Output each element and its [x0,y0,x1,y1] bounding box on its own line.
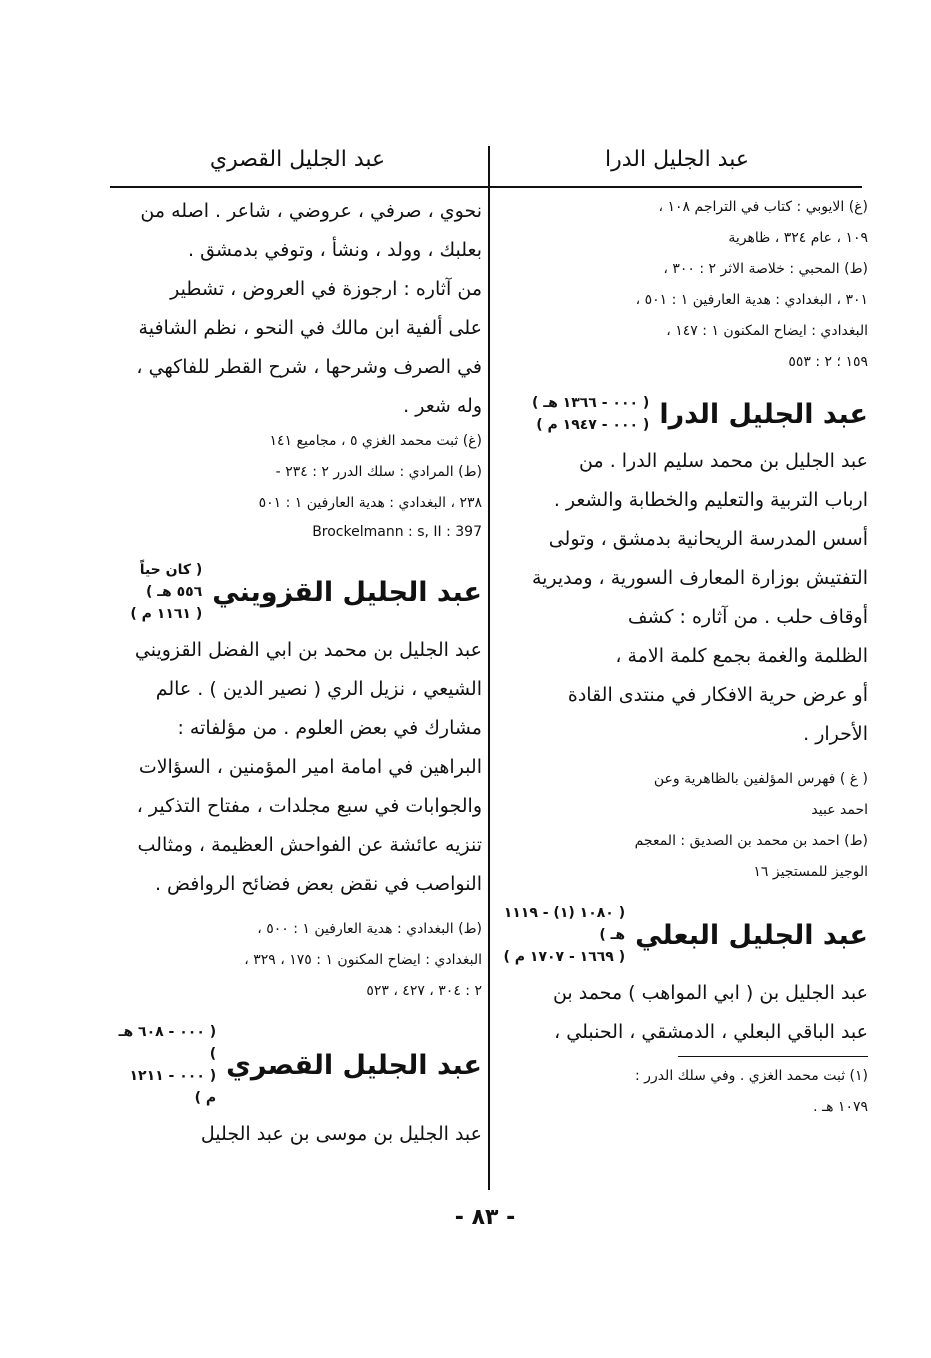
source-line: الوجيز للمستجيز ١٦ [753,864,868,880]
latin-reference: Brockelmann : s, II : 397 [312,524,482,540]
date-hijri: ( ٠٠٠ - ٦٠٨ هـ ) [118,1024,217,1062]
body-line: مشارك في بعض العلوم . من مؤلفاته : [177,717,482,739]
body-line: أوقاف حلب . من آثاره : كشف [627,606,868,628]
entry-name: عبد الجليل الدرا [659,398,868,430]
left-column [116,192,482,1154]
entry-dates [532,392,649,436]
source-line: ٣٠١ ، البغدادي : هدية العارفين ١ : ٥٠١ ، [635,292,868,308]
entry-dates [116,1021,216,1109]
body-line: عبد الجليل بن موسى بن عبد الجليل [200,1123,482,1145]
source-line: (غ) الايوبي : كتاب في التراجم ١٠٨ ، [658,199,868,215]
source-line: (ط) احمد بن محمد بن الصديق : المعجم [634,833,868,849]
date-gregorian: ( ١٦٦٩ - ١٧٠٧ م ) [503,949,626,965]
running-header-left: عبد الجليل القصري [209,147,386,172]
source-line: البغدادي : ايضاح المكنون ١ : ١٧٥ ، ٣٢٩ ، [244,952,482,968]
entry-dates [116,559,202,625]
body-line: من آثاره : ارجوزة في العروض ، تشطير [170,278,482,300]
header-rule [110,186,862,188]
body-line: الظلمة والغمة بجمع كلمة الامة ، [615,645,868,667]
footnote-line: ١٠٧٩ هـ . [813,1099,868,1115]
entry-name: عبد الجليل القصري [226,1049,482,1081]
body-line: ارباب التربية والتعليم والخطابة والشعر . [553,489,868,511]
source-line: ١٥٩ ؛ ٢ : ٥٥٣ [788,354,868,370]
entry-name: عبد الجليل البعلي [635,919,868,951]
entry-heading [498,392,868,436]
date-gregorian: ( ٠٠٠ - ١٩٤٧ م ) [536,417,650,433]
entry-dates [498,902,625,968]
body-line: عبد الجليل بن ( ابي المواهب ) محمد بن [552,982,868,1004]
body-line: التفتيش بوزارة المعارف السورية ، ومديرية [531,567,868,589]
entry-heading [116,559,482,625]
source-line: البغدادي : ايضاح المكنون ١ : ١٤٧ ، [666,323,868,339]
body-line: عبد الجليل بن محمد سليم الدرا . من [579,450,868,472]
body-line: نحوي ، صرفي ، عروضي ، شاعر . اصله من [140,200,482,222]
source-line: (ط) المرادي : سلك الدرر ٢ : ٢٣٤ - [275,464,482,480]
body-line: عبد الباقي البعلي ، الدمشقي ، الحنبلي ، [554,1021,868,1043]
entry-name: عبد الجليل القزويني [212,576,482,608]
source-line: (ط) البغدادي : هدية العارفين ١ : ٥٠٠ ، [257,921,482,937]
entry-heading [498,902,868,968]
body-line: عبد الجليل بن محمد بن ابي الفضل القزويني [134,639,482,661]
source-line: ( غ ) فهرس المؤلفين بالظاهرية وعن [653,771,868,787]
body-line: وله شعر . [403,395,482,417]
date-gregorian: ( ١١٦١ م ) [130,606,203,622]
footnote-line: (١) ثبت محمد الغزي . وفي سلك الدرر : [635,1068,868,1084]
source-line: ٢ : ٣٠٤ ، ٤٢٧ ، ٥٢٣ [366,983,482,999]
source-line: (غ) ثبت محمد الغزي ٥ ، مجاميع ١٤١ [269,433,482,449]
entry-heading [116,1021,482,1109]
date-hijri: ( ٠٠٠ - ١٣٦٦ هـ ) [532,395,650,411]
body-line: الشيعي ، نزيل الري ( نصير الدين ) . عالم [155,678,482,700]
body-line: على ألفية ابن مالك في النحو ، نظم الشافية [138,317,482,339]
date-gregorian: ( ٠٠٠ - ١٢١١ م ) [129,1068,217,1106]
body-line: تنزيه عائشة عن الفواحش العظيمة ، ومثالب [137,834,482,856]
source-line: ٢٣٨ ، البغدادي : هدية العارفين ١ : ٥٠١ [258,495,482,511]
body-line: الأحرار . [803,723,868,745]
page-number: - ٨٣ - [454,1205,516,1230]
running-header-right: عبد الجليل الدرا [605,147,749,172]
body-line: النواصب في نقض بعض فضائح الروافض . [154,873,482,895]
body-line: أسس المدرسة الريحانية بدمشق ، وتولى [548,528,868,550]
body-line: أو عرض حرية الافكار في منتدى القادة [567,684,868,706]
body-line: والجوابات في سبع مجلدات ، مفتاح التذكير ، [136,795,482,817]
body-line: البراهين في امامة امير المؤمنين ، السؤالات [138,756,482,778]
body-line: بعلبك ، وولد ، ونشأ ، وتوفي بدمشق . [188,239,482,261]
right-column [498,192,868,1123]
column-divider [488,146,490,1190]
date-hijri: ( كان حياً ٥٥٦ هـ ) [139,562,203,600]
source-line: احمد عبيد [811,802,868,818]
body-line: في الصرف وشرحها ، شرح القطر للفاكهي ، [136,356,482,378]
date-hijri: ( ١٠٨٠ (١) - ١١١٩ هـ ) [503,905,626,943]
source-line: (ط) المحبي : خلاصة الاثر ٢ : ٣٠٠ ، [663,261,868,277]
source-line: ١٠٩ ، عام ٣٢٤ ، ظاهرية [728,230,868,246]
footnote-rule [678,1056,868,1057]
